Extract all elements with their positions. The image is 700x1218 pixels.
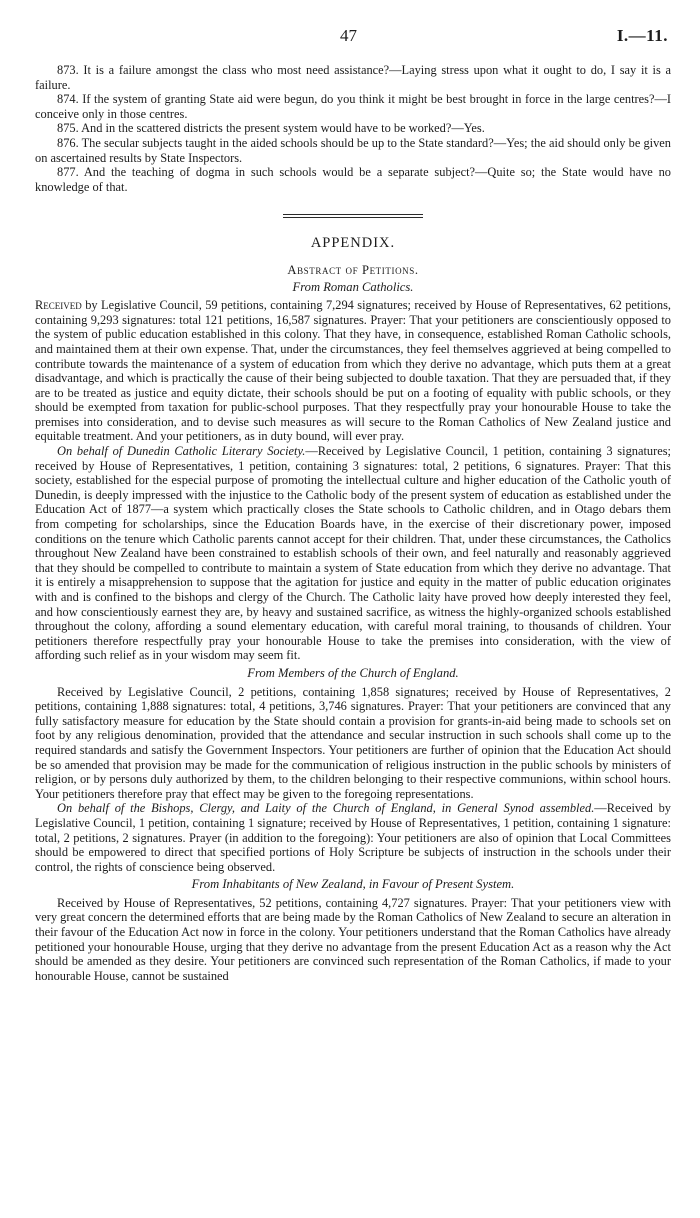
church-of-england-heading: From Members of the Church of England. [247, 665, 459, 680]
section-divider [283, 214, 423, 218]
roman-catholics-heading: From Roman Catholics. [292, 279, 414, 294]
page-number: 47 [340, 26, 357, 45]
dunedin-text: —Received by Legislative Council, 1 petition, containing 3 signatures; received by House of Representatives, 1 petition, containing 3 signatures: total, 2 petitions, 6 signatures. Prayer: That this society, established for the especial purpose of promoting the intellectual culture and higher education of the Catholic youth of Dunedin, is deeply impressed with the injustice to the Catholic body of the present system of education as established under the Education Act of 1877—a system which practically closes the State schools to Catholic children, and in Otago debars them from competing for scholarships, since the Education Boards have, in the exercise of their discretionary power, imposed conditions on the tenure which Catholic parents cannot accept for their children. That, under these circumstances, the Catholics throughout New Zealand have been constrained to establish schools of their own, and feel naturally and reasonably aggrieved that they should be compelled to contribute to maintain a system of State education from which they derive no advantage. That it is entirely a misapprehension to suppose that the agitation for justice and equity in the matter of public education originates with and is confined to the bishops and clergy of the Church. The Catholic laity have proved how deeply interested they feel, and how conscientiously earnest they are, by heavy and sustained sacrifice, as witness the highly-organized schools established throughout the colony, affording a sound elementary education, with careful moral training, to thousands of children. Your petitioners therefore respectfully pray your honourable House to take the premises into consideration, with the view of affording such relief as in your wisdom may seem fit. [35, 444, 671, 663]
inhabitants-heading: From Inhabitants of New Zealand, in Favour of Present System. [191, 877, 515, 892]
appendix-title: APPENDIX. [310, 235, 396, 252]
qa-877: 877. And the teaching of dogma in such schools would be a separate subject?—Quite so; the State would have no knowledge of that. [35, 165, 671, 194]
roman-catholics-text: by Legislative Council, 59 petitions, containing 7,294 signatures; received by House of Representatives, 62 petitions, containing 9,293 signatures: total 121 petitions, 16,587 signatures. Prayer: That your petitioners are conscientiously opposed to the system of public education established in this colony. That they have, in consequence, established Roman Catholic schools, and maintained them at their own expense. That, under the circumstances, they feel themselves aggrieved at being compelled to contribute towards the maintenance of a system of education from which they derive no advantage, which puts them at a great disadvantage, and which is practically the cause of their being subjected to double taxation. That they are persuaded that, if they are to be treated as justice and equity dictate, their schools should be put on a footing of equality with public schools, or they should be exempted from taxation for public-school purposes. That they respectfully pray your honourable House to take the premises into consideration, and to devise such measures as will secure to the Roman Catholics of New Zealand justice and equitable treatment. And your petitioners, as in duty bound, will ever pray. [35, 298, 671, 444]
abstract-heading: Abstract of Petitions. [287, 262, 419, 277]
qa-876: 876. The secular subjects taught in the aided schools should be up to the State standard?—Yes; the aid should only be given on ascertained results by State Inspectors. [35, 135, 671, 165]
qa-874: 874. If the system of granting State aid were begun, do you think it might be best brought in force in the large centres?—I conceive only in those centres. [35, 92, 671, 121]
general-synod-petition [35, 801, 671, 874]
general-synod-text: —Received by Legislative Council, 1 petition, containing 1 signature; received by House of Representatives, 1 petition, containing 1 signature: total, 2 petitions, 2 signatures. Prayer (in addition to the foregoing): Your petitioners are also of opinion that Local Committees should be empowered to direct that specified portions of Holy Scripture be subjects of instruction in the schools under their control, the rights of conscience being observed. [35, 801, 671, 874]
general-synod-lead: On behalf of the Bishops, Clergy, and Laity of the Church of England, in General Synod assembled. [57, 801, 595, 816]
dunedin-petition [35, 444, 671, 663]
inhabitants-petition: Received by House of Representatives, 52 petitions, containing 4,727 signatures. Prayer: That your petitioners view with very great concern the determined efforts that are being made by the Roman Catholics of New Zealand to secure an alteration in their favour of the Education Act now in force in the colony. Your petitioners understand that the Roman Catholics have already petitioned your honourable House, urging that they derive no advantage from the present Education Act as a reason why the Act should be amended as they desire. Your petitioners are convinced such representation of the Roman Catholics, if made to your honourable House, cannot be sustained [35, 895, 671, 983]
page-body [35, 63, 671, 983]
qa-873: 873. It is a failure amongst the class who most need assistance?—Laying stress upon what it ought to do, I say it is a failure. [35, 63, 671, 92]
dunedin-lead: On behalf of Dunedin Catholic Literary Society. [57, 444, 306, 459]
document-reference: I.—11. [616, 26, 668, 45]
page-header [0, 26, 700, 48]
roman-catholics-petition [35, 298, 671, 444]
church-of-england-petition: Received by Legislative Council, 2 petitions, containing 1,858 signatures; received by House of Representatives, 2 petitions, containing 1,888 signatures: total, 4 petitions, 3,746 signatures. Prayer: That your petitioners are convinced that any fully satisfactory measure for education by the State should contain a provision for grants-in-aid being made to schools set on foot by any religious denomination, provided that the attendance and secular instruction in such schools shall come up to the required standards and satisfy the Government Inspectors. Your petitioners are further of opinion that the Education Act should be so amended that provision may be made for the communication of religious instruction in the public schools by ministers of religion, or by persons duly authorized by them, to the children belonging to their respective communions, within school hours. Your petitioners therefore pray that effect may be given to the foregoing representations. [35, 684, 671, 801]
qa-875: 875. And in the scattered districts the present system would have to be worked?—Yes. [57, 121, 485, 136]
received-lead: Received [35, 298, 82, 313]
